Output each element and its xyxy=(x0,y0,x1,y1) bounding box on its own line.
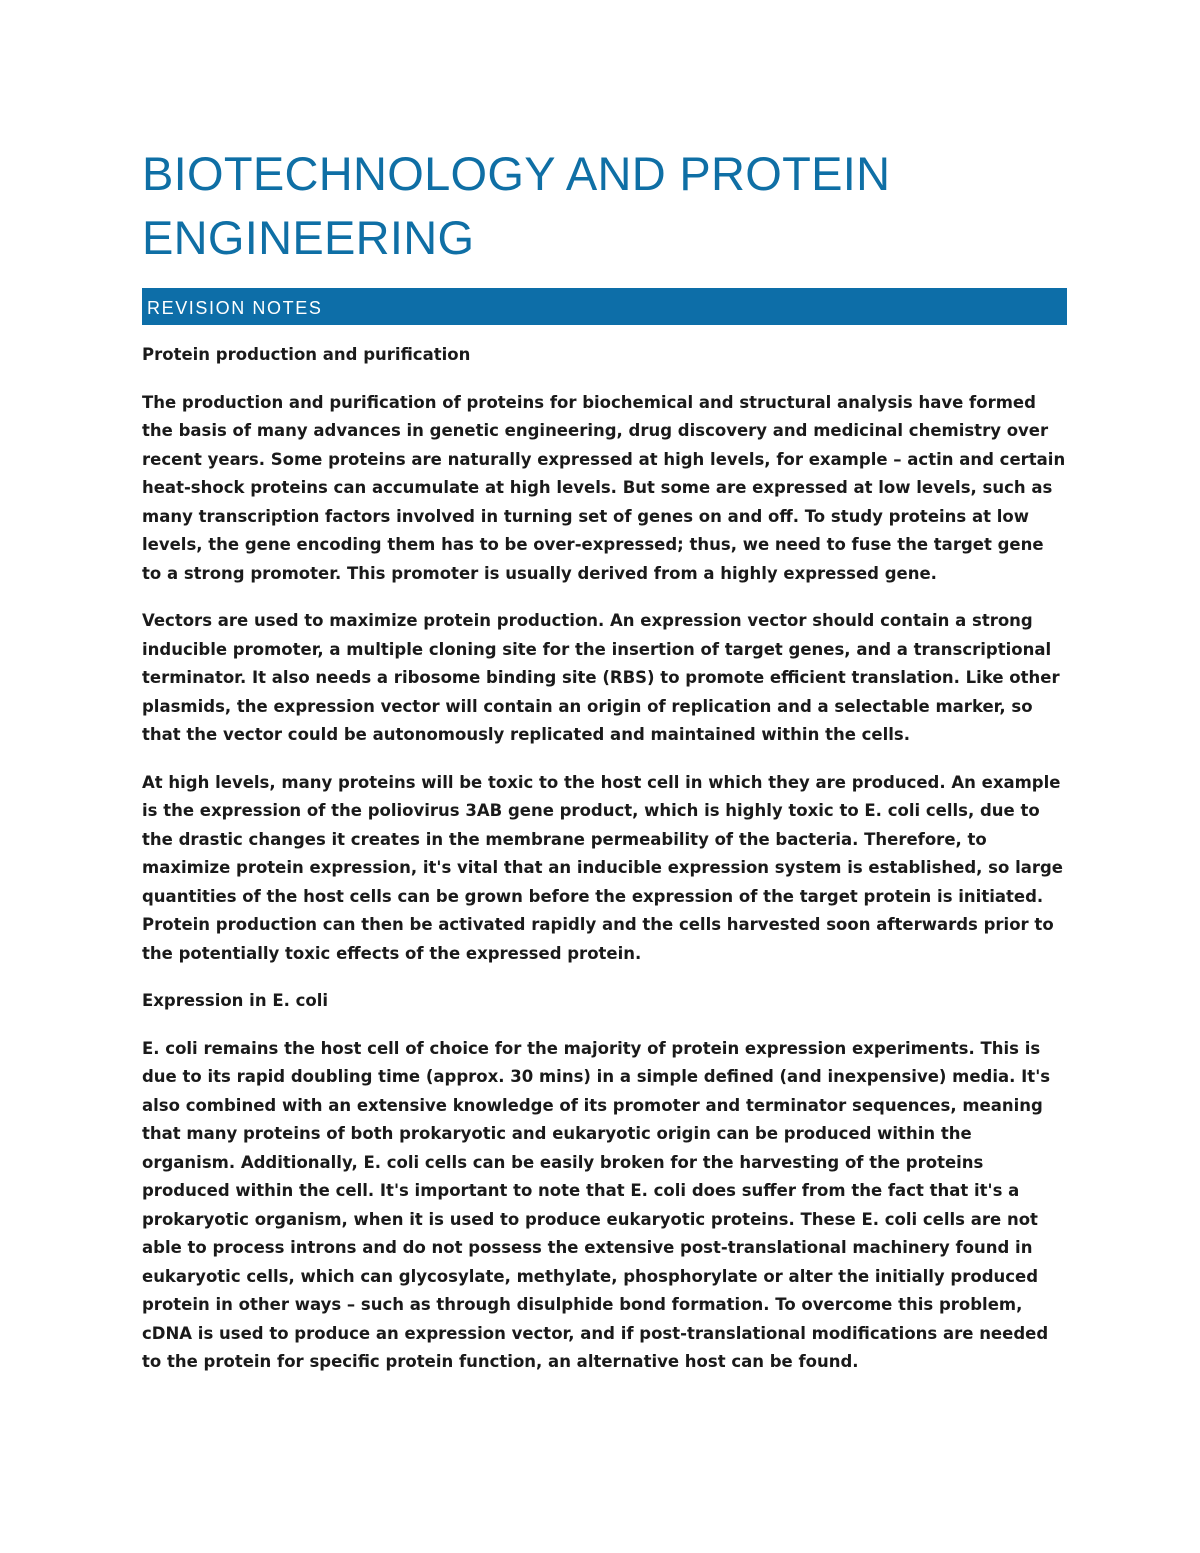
document-page xyxy=(142,142,1067,1377)
title-line-2: ENGINEERING xyxy=(142,211,475,264)
title-line-1: BIOTECHNOLOGY AND PROTEIN xyxy=(142,147,891,200)
paragraph-protein-expression-levels: The production and purification of proteins for biochemical and structural analysis have formed the basis of many advances in genetic engineering, drug discovery and medicinal chemistry over recent years. Some proteins are naturally expressed at high levels, for example – actin and certain heat-shock proteins can accumulate at high levels. But some are expressed at low levels, such as many transcription factors involved in turning set of genes on and off. To study proteins at low levels, the gene encoding them has to be over-expressed; thus, we need to fuse the target gene to a strong promoter. This promoter is usually derived from a highly expressed gene. xyxy=(142,392,1066,583)
paragraph-expression-vectors: Vectors are used to maximize protein production. An expression vector should contain a strong inducible promoter, a multiple cloning site for the insertion of target genes, and a transcriptional terminator. It also needs a ribosome binding site (RBS) to promote efficient translation. Like other plasmids, the expression vector will contain an origin of replication and a selectable marker, so that the vector could be autonomously replicated and maintained within the cells. xyxy=(142,611,1060,744)
paragraph-toxicity-inducible-system: At high levels, many proteins will be toxic to the host cell in which they are produced. An example is the expression of the poliovirus 3AB gene product, which is highly toxic to E. coli cells, due to the drastic changes it creates in the membrane permeability of the bacteria. Therefore, to maximize protein expression, it's vital that an inducible expression system is established, so large quantities of the host cells can be grown before the expression of the target protein is initiated. Protein production can then be activated rapidly and the cells harvested soon afterwards prior to the potentially toxic effects of the expressed protein. xyxy=(142,772,1064,963)
revision-notes-banner: REVISION NOTES xyxy=(142,288,1067,325)
section-heading-protein-production: Protein production and purification xyxy=(142,345,471,364)
document-title xyxy=(142,142,1067,270)
section-heading-expression-ecoli: Expression in E. coli xyxy=(142,991,329,1010)
paragraph-ecoli-host-cell: E. coli remains the host cell of choice for the majority of protein expression experiments. This is due to its rapid doubling time (approx. 30 mins) in a simple defined (and inexpensive) media. It's also combined with an extensive knowledge of its promoter and terminator sequences, meaning that many proteins of both prokaryotic and eukaryotic origin can be produced within the organism. Additionally, E. coli cells can be easily broken for the harvesting of the proteins produced within the cell. It's important to note that E. coli does suffer from the fact that it's a prokaryotic organism, when it is used to produce eukaryotic proteins. These E. coli cells are not able to process introns and do not possess the extensive post-translational machinery found in eukaryotic cells, which can glycosylate, methylate, phosphorylate or alter the initially produced protein in other ways – such as through disulphide bond formation. To overcome this problem, cDNA is used to produce an expression vector, and if post-translational modifications are needed to the protein for specific protein function, an alternative host can be found. xyxy=(142,1038,1051,1371)
